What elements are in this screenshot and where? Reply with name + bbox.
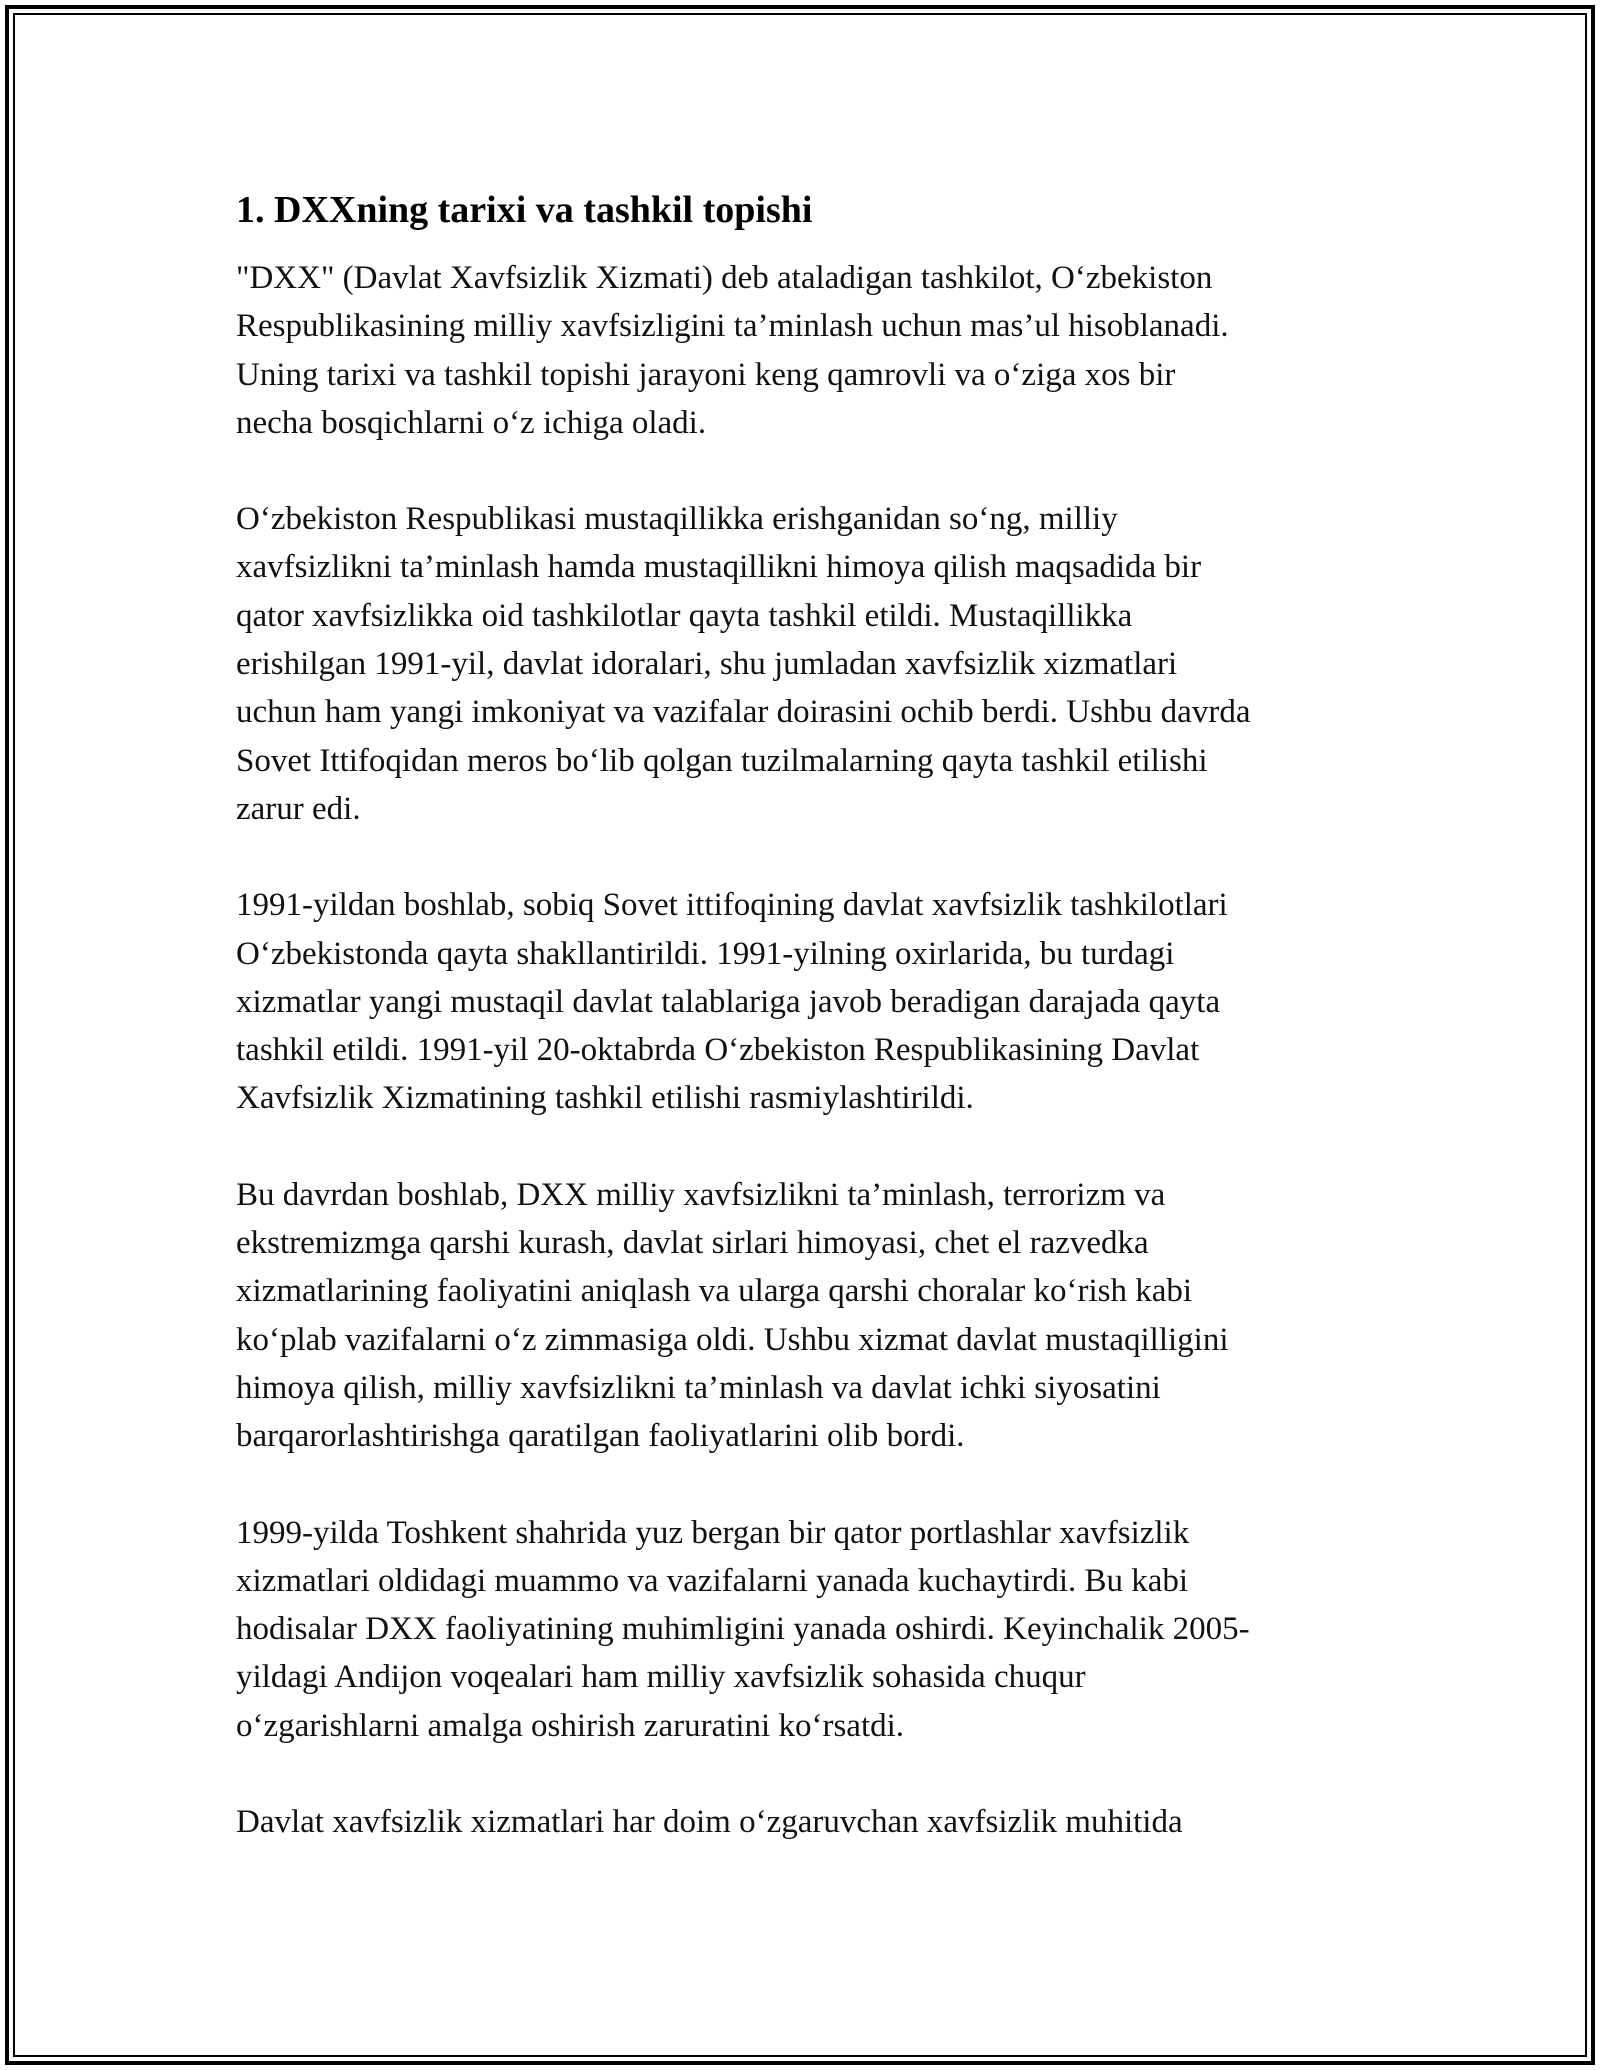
paragraph-line: zarur edi. [236, 790, 361, 827]
paragraph-3 [236, 881, 1386, 1122]
paragraph-line: uchun ham yangi imkoniyat va vazifalar doirasini ochib berdi. Ushbu davrda [236, 694, 1251, 731]
paragraph-line: Uning tarixi va tashkil topishi jarayoni keng qamrovli va o‘ziga xos bir [236, 356, 1176, 393]
paragraph-line: yildagi Andijon voqealari ham milliy xavfsizlik sohasida chuqur [236, 1659, 1086, 1696]
section-heading: 1. DXXning tarixi va tashkil topishi [236, 189, 813, 231]
paragraph-line: xizmatlarining faoliyatini aniqlash va ularga qarshi choralar ko‘rish kabi [236, 1273, 1193, 1310]
paragraph-line: necha bosqichlarni o‘z ichiga oladi. [236, 404, 707, 441]
paragraph-line: tashkil etildi. 1991-yil 20-oktabrda O‘zbekiston Respublikasining Davlat [236, 1032, 1200, 1069]
paragraph-line: barqarorlashtirishga qaratilgan faoliyatlarini olib bordi. [236, 1418, 965, 1455]
paragraph-line: 1991-yildan boshlab, sobiq Sovet ittifoqining davlat xavfsizlik tashkilotlari [236, 887, 1228, 924]
paragraph-line: xizmatlar yangi mustaqil davlat talablariga javob beradigan darajada qayta [236, 983, 1221, 1020]
paragraph-4 [236, 1171, 1386, 1461]
paragraph-5 [236, 1509, 1386, 1750]
paragraph-line: qator xavfsizlikka oid tashkilotlar qayta tashkil etildi. Mustaqillikka [236, 597, 1133, 634]
paragraph-line: himoya qilish, milliy xavfsizlikni ta’minlash va davlat ichki siyosatini [236, 1369, 1161, 1406]
paragraph-line: "DXX" (Davlat Xavfsizlik Xizmati) deb ataladigan tashkilot, O‘zbekiston [236, 260, 1213, 296]
paragraph-line: Bu davrdan boshlab, DXX milliy xavfsizlikni ta’minlash, terrorizm va [236, 1176, 1166, 1213]
paragraph-line: O‘zbekiston Respublikasi mustaqillikka erishganidan so‘ng, milliy [236, 501, 1118, 538]
document-body [236, 186, 1386, 1894]
paragraph-line: erishilgan 1991-yil, davlat idoralari, shu jumladan xavfsizlik xizmatlari [236, 646, 1178, 683]
paragraph-6 [236, 1798, 1386, 1846]
paragraph-line: 1999-yilda Toshkent shahrida yuz bergan bir qator portlashlar xavfsizlik [236, 1514, 1190, 1551]
paragraph-line: Sovet Ittifoqidan meros bo‘lib qolgan tuzilmalarning qayta tashkil etilishi [236, 742, 1208, 779]
paragraph-line: hodisalar DXX faoliyatining muhimligini yanada oshirdi. Keyinchalik 2005- [236, 1611, 1250, 1648]
paragraph-2 [236, 495, 1386, 833]
paragraph-line: Xavfsizlik Xizmatining tashkil etilishi rasmiylashtirildi. [236, 1080, 974, 1117]
paragraph-line: Respublikasining milliy xavfsizligini ta’minlash uchun mas’ul hisoblanadi. [236, 308, 1229, 345]
paragraph-line: o‘zgarishlarni amalga oshirish zaruratini ko‘rsatdi. [236, 1707, 905, 1744]
paragraph-1 [236, 254, 1386, 447]
paragraph-line: xizmatlari oldidagi muammo va vazifalarni yanada kuchaytirdi. Bu kabi [236, 1562, 1189, 1599]
paragraph-line: xavfsizlikni ta’minlash hamda mustaqillikni himoya qilish maqsadida bir [236, 549, 1202, 586]
paragraph-line: ko‘plab vazifalarni o‘z zimmasiga oldi. Ushbu xizmat davlat mustaqilligini [236, 1321, 1229, 1358]
paragraph-line: ekstremizmga qarshi kurash, davlat sirlari himoyasi, chet el razvedka [236, 1225, 1149, 1262]
paragraph-line: O‘zbekistonda qayta shakllantirildi. 1991-yilning oxirlarida, bu turdagi [236, 935, 1175, 972]
paragraph-line: Davlat xavfsizlik xizmatlari har doim o‘zgaruvchan xavfsizlik muhitida [236, 1804, 1183, 1841]
